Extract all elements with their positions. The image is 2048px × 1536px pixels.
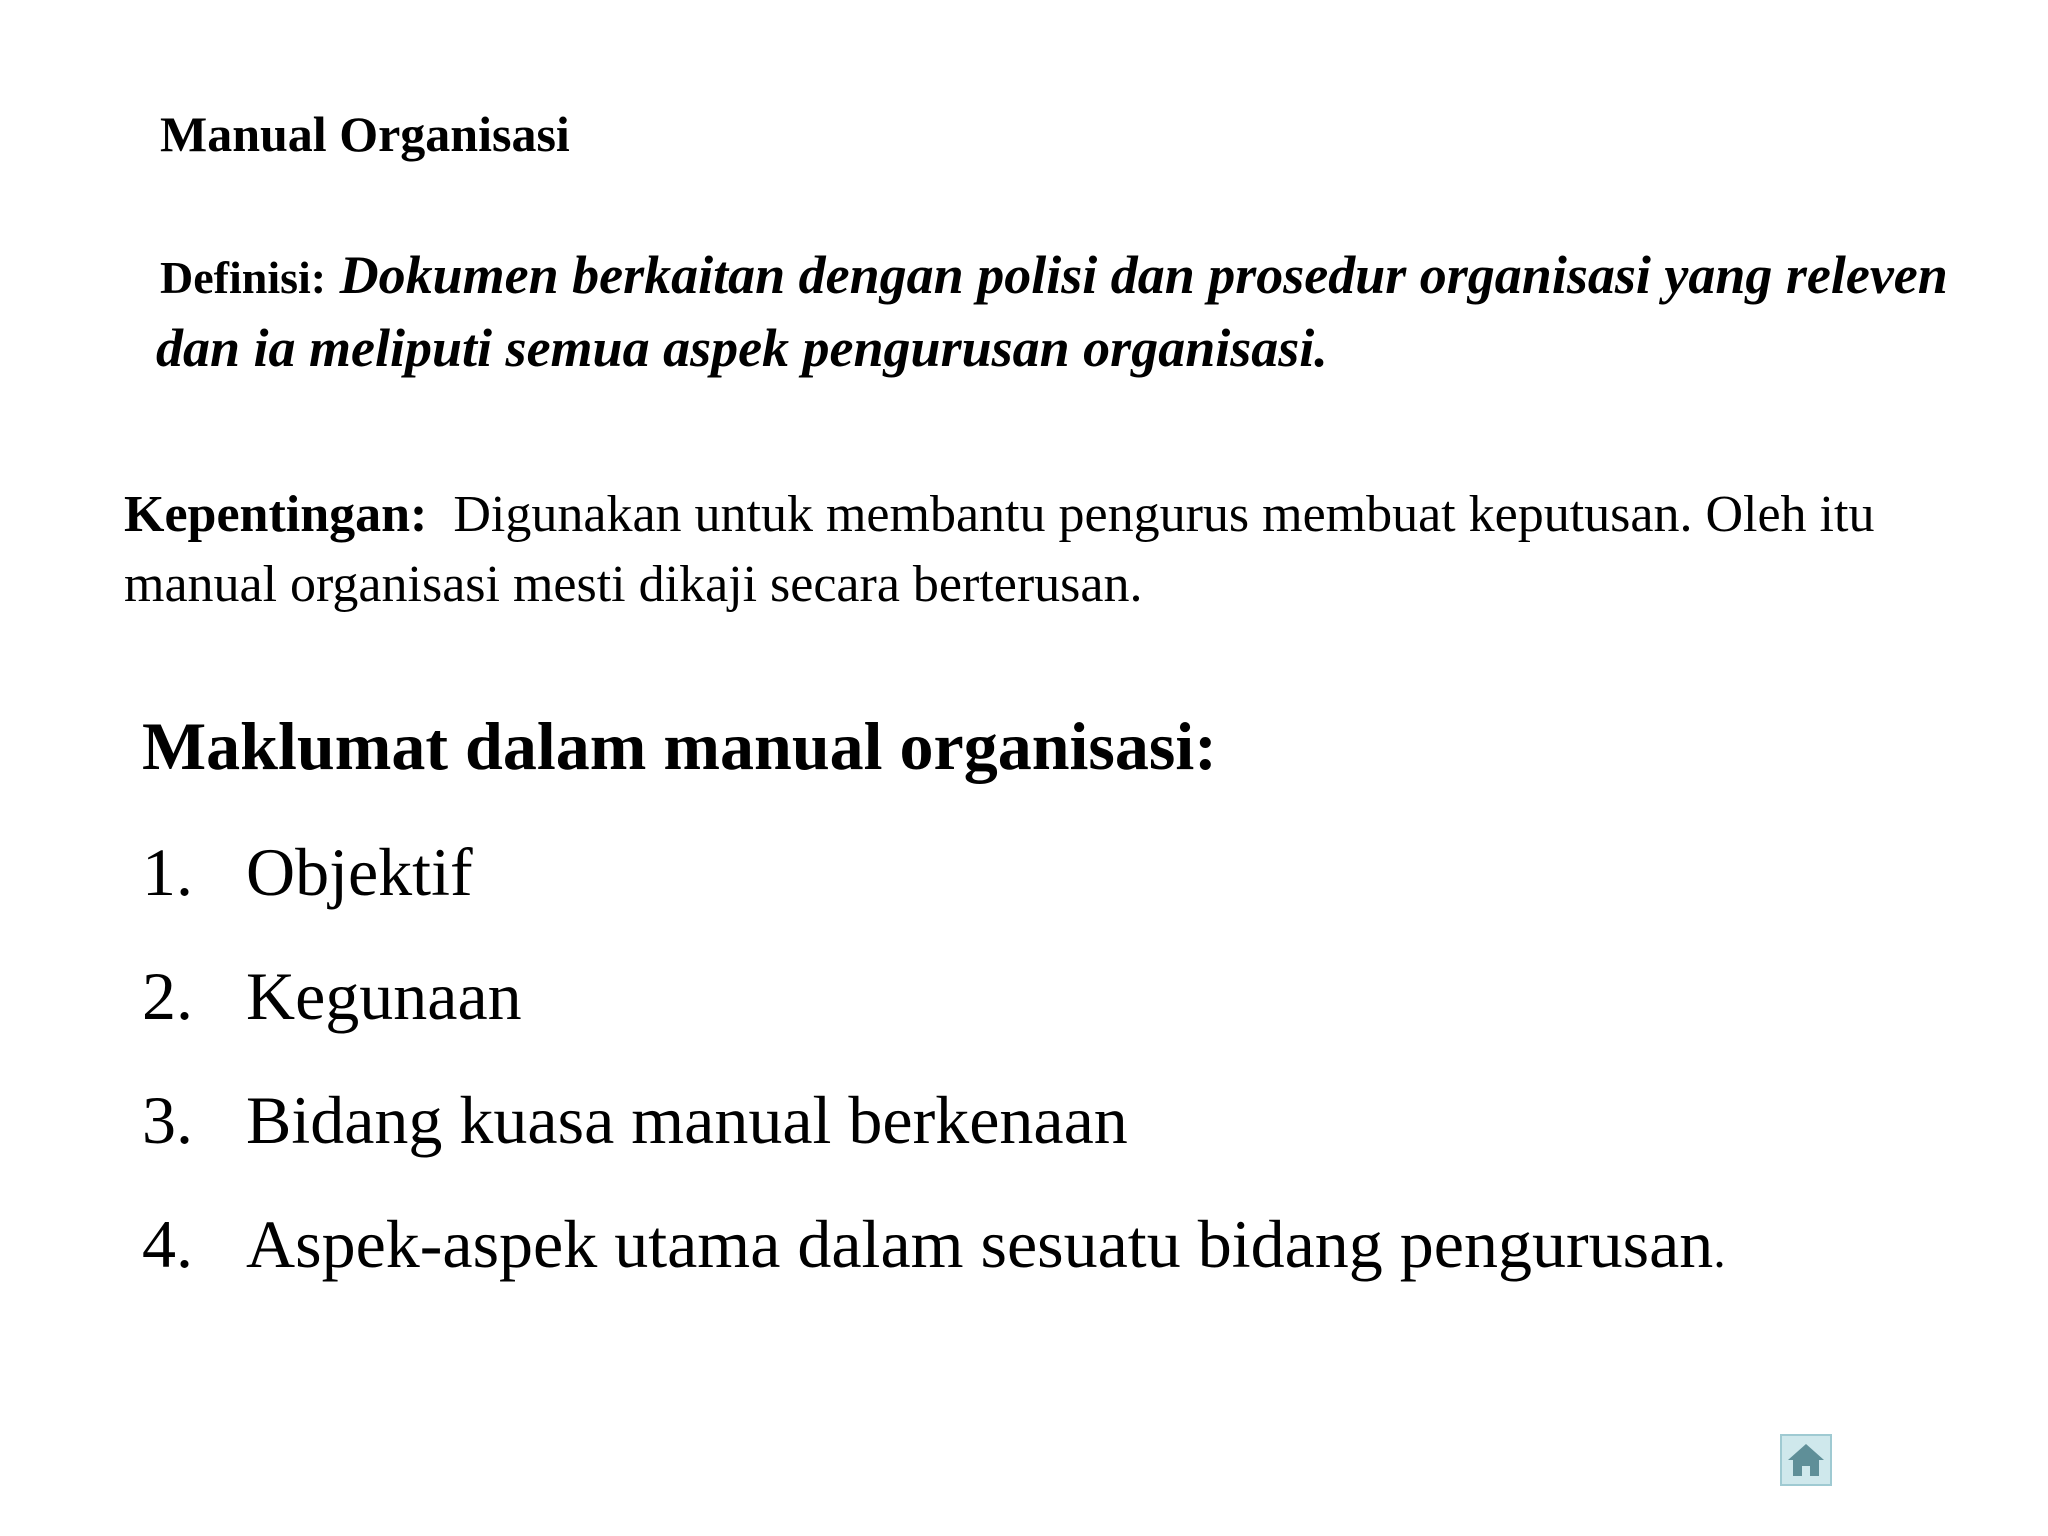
list-item xyxy=(142,832,473,912)
importance-text: Digunakan untuk membantu pengurus membuat keputusan. Oleh itu manual organisasi mesti dikaji secara berterusan. xyxy=(124,486,1875,613)
list-item-number: 2. xyxy=(142,958,193,1034)
home-button[interactable] xyxy=(1780,1434,1832,1486)
definition-block xyxy=(156,240,1956,383)
list-item-text: Kegunaan xyxy=(246,958,522,1034)
list-item-number: 1. xyxy=(142,834,193,910)
list-item xyxy=(142,956,522,1036)
page-title: Manual Organisasi xyxy=(160,106,570,162)
info-heading: Maklumat dalam manual organisasi: xyxy=(142,708,1217,784)
importance-label: Kepentingan: xyxy=(124,486,428,543)
list-item-number: 4. xyxy=(142,1206,193,1282)
definition-text: Dokumen berkaitan dengan polisi dan prosedur organisasi yang releven dan ia meliputi semua aspek pengurusan organisasi. xyxy=(156,245,1948,378)
definition-label: Definisi: xyxy=(160,252,327,303)
list-item-text: Bidang kuasa manual berkenaan xyxy=(246,1082,1128,1158)
list-item-number: 3. xyxy=(142,1082,193,1158)
importance-block xyxy=(124,480,2004,620)
list-item-text: Aspek-aspek utama dalam sesuatu bidang pengurusan xyxy=(246,1206,1714,1282)
list-item xyxy=(142,1204,1726,1290)
home-icon xyxy=(1782,1436,1830,1484)
list-item xyxy=(142,1080,1128,1160)
list-item-text: Objektif xyxy=(246,834,473,910)
list-item-end-mark: . xyxy=(1713,1222,1726,1278)
